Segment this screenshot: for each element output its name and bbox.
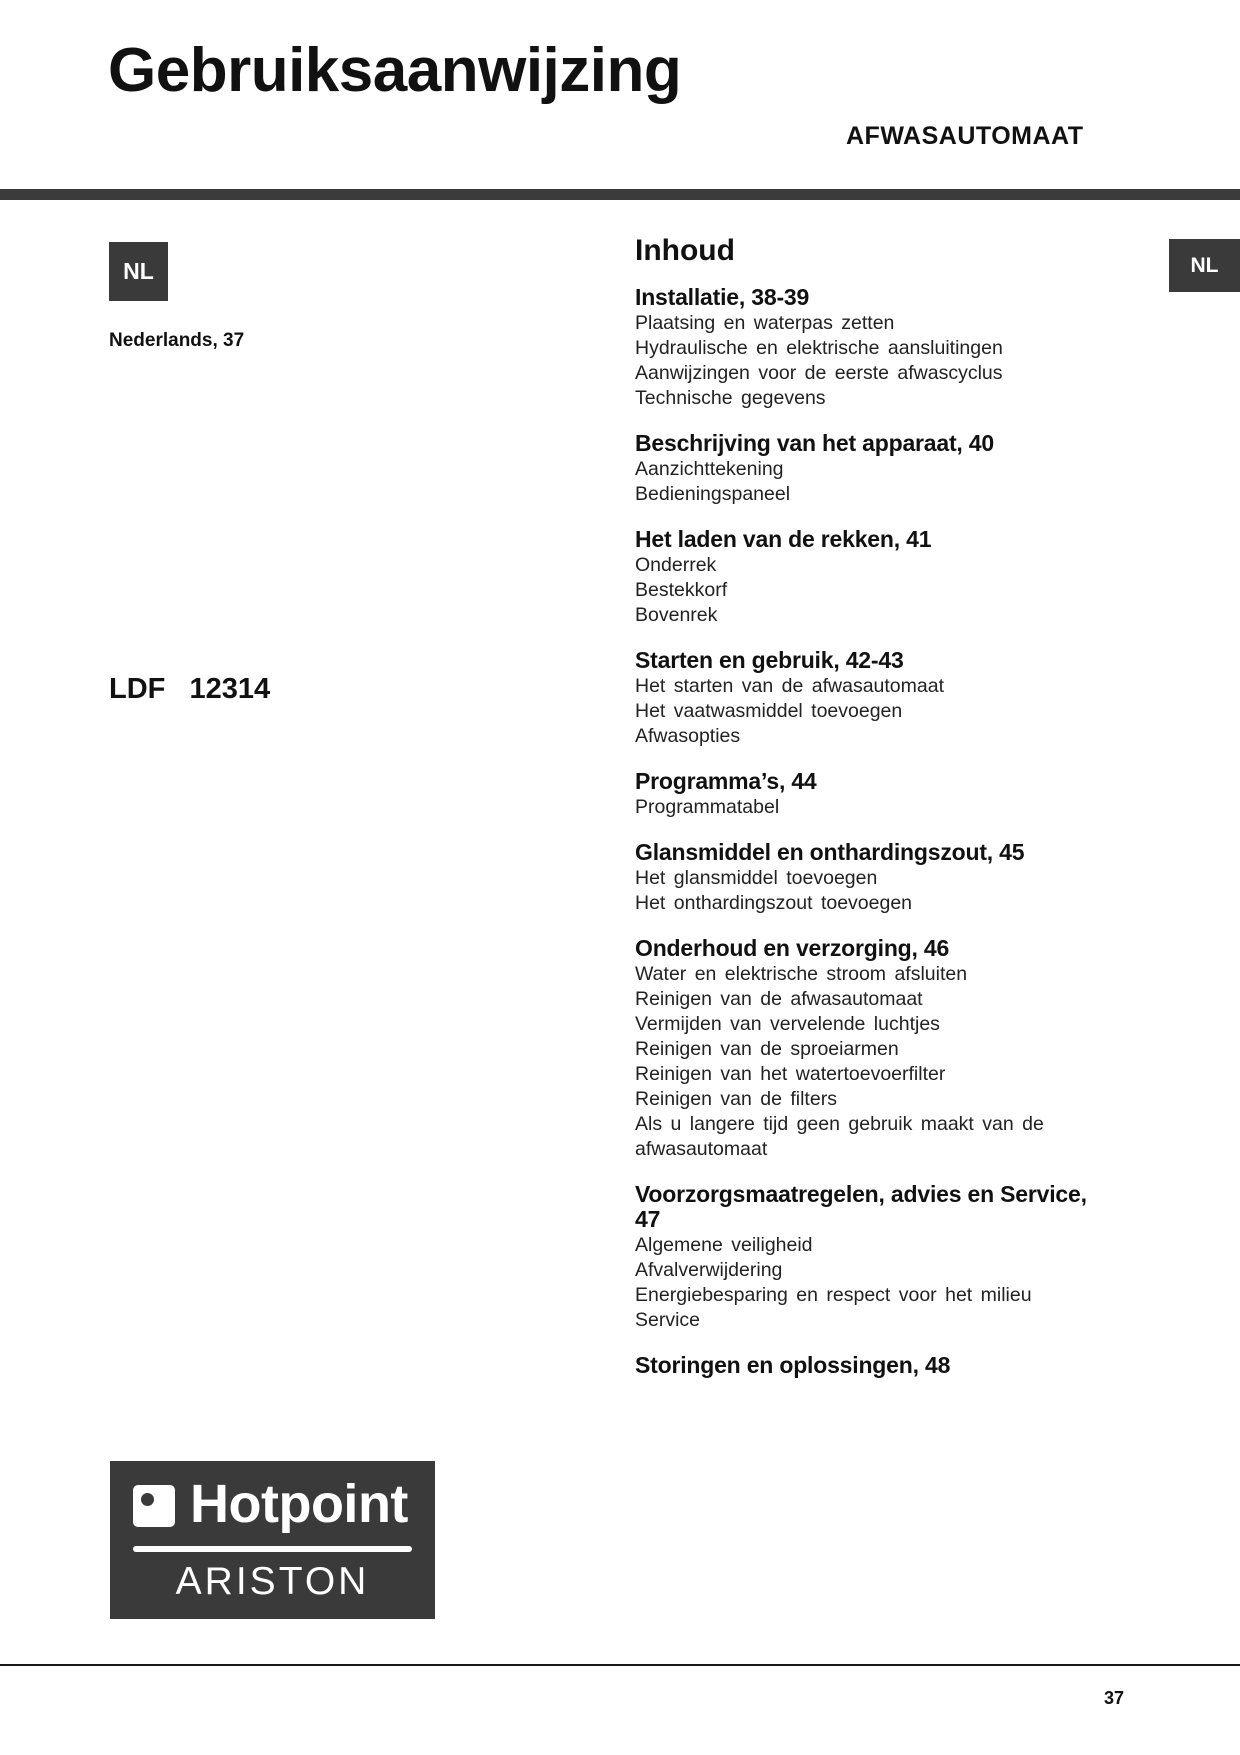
toc-section-title: Het laden van de rekken, 41 [635, 526, 932, 552]
toc-item: Het starten van de afwasautomaat [635, 675, 945, 697]
toc-sections [635, 285, 1105, 1378]
toc-section-title: Glansmiddel en onthardingszout, 45 [635, 839, 1025, 865]
toc-item: Water en elektrische stroom afsluiten [635, 963, 968, 985]
toc-section-title: Beschrijving van het apparaat, 40 [635, 430, 994, 456]
toc-item: Het vaatwasmiddel toevoegen [635, 700, 903, 722]
logo-wordmark-ariston: ARISTON [175, 1560, 370, 1603]
toc-item: Onderrek [635, 554, 717, 576]
toc-section-title: Installatie, 38-39 [635, 284, 810, 310]
toc-item: Als u langere tijd geen gebruik maakt van de afwasautomaat [635, 1113, 1044, 1160]
toc-heading: Inhoud [635, 234, 735, 267]
toc-item: Afwasopties [635, 725, 741, 747]
toc-item: Reinigen van de filters [635, 1088, 837, 1110]
toc-section [635, 527, 1105, 628]
toc-item: Reinigen van de sproeiarmen [635, 1038, 899, 1060]
toc-item: Reinigen van de afwasautomaat [635, 988, 923, 1010]
toc-item: Reinigen van het watertoevoerfilter [635, 1063, 946, 1085]
toc-section-title: Starten en gebruik, 42-43 [635, 647, 904, 673]
toc-item: Bovenrek [635, 604, 718, 626]
toc-item: Algemene veiligheid [635, 1234, 813, 1256]
toc-item: Programmatabel [635, 796, 780, 818]
toc-section [635, 769, 1105, 820]
toc-item: Hydraulische en elektrische aansluitingen [635, 337, 1003, 359]
language-badge: NL [109, 242, 168, 301]
toc-item: Het onthardingszout toevoegen [635, 892, 913, 914]
model-number: LDF 12314 [109, 673, 271, 705]
toc-item: Plaatsing en waterpas zetten [635, 312, 895, 334]
toc-section [635, 936, 1105, 1162]
toc-item: Vermijden van vervelende luchtjes [635, 1013, 940, 1035]
toc-item: Aanwijzingen voor de eerste afwascyclus [635, 362, 1003, 384]
toc-item: Technische gegevens [635, 387, 826, 409]
toc-item: Bestekkorf [635, 579, 728, 601]
document-title: Gebruiksaanwijzing [108, 36, 682, 105]
toc-section [635, 285, 1105, 411]
brand-logo [110, 1461, 435, 1619]
language-tab: NL [1169, 239, 1240, 292]
logo-divider [133, 1546, 412, 1552]
page-number: 37 [1104, 1688, 1125, 1708]
toc-section [635, 1182, 1105, 1333]
toc-item: Aanzichttekening [635, 458, 784, 480]
toc-section-title: Storingen en oplossingen, 48 [635, 1352, 951, 1378]
language-page-reference: Nederlands, 37 [109, 330, 245, 351]
toc-section [635, 840, 1105, 916]
document-subtitle: AFWASAUTOMAAT [846, 122, 1084, 150]
toc-item: Afvalverwijdering [635, 1259, 783, 1281]
toc-section [635, 1353, 1105, 1378]
toc-section-title: Programma’s, 44 [635, 768, 817, 794]
footer-divider [0, 1664, 1240, 1666]
header-divider [0, 189, 1240, 200]
toc-section [635, 431, 1105, 507]
toc-item: Bedieningspaneel [635, 483, 791, 505]
table-of-contents [635, 233, 1105, 1398]
logo-wordmark-hotpoint: Hotpoint [190, 1474, 408, 1534]
toc-section [635, 648, 1105, 749]
toc-section-title: Onderhoud en verzorging, 46 [635, 935, 950, 961]
toc-item: Het glansmiddel toevoegen [635, 867, 878, 889]
toc-section-title: Voorzorgsmaatregelen, advies en Service, 47 [635, 1181, 1087, 1232]
toc-item: Energiebesparing en respect voor het milieu [635, 1284, 1032, 1306]
logo-mark-icon [133, 1485, 175, 1527]
toc-item: Service [635, 1309, 701, 1331]
